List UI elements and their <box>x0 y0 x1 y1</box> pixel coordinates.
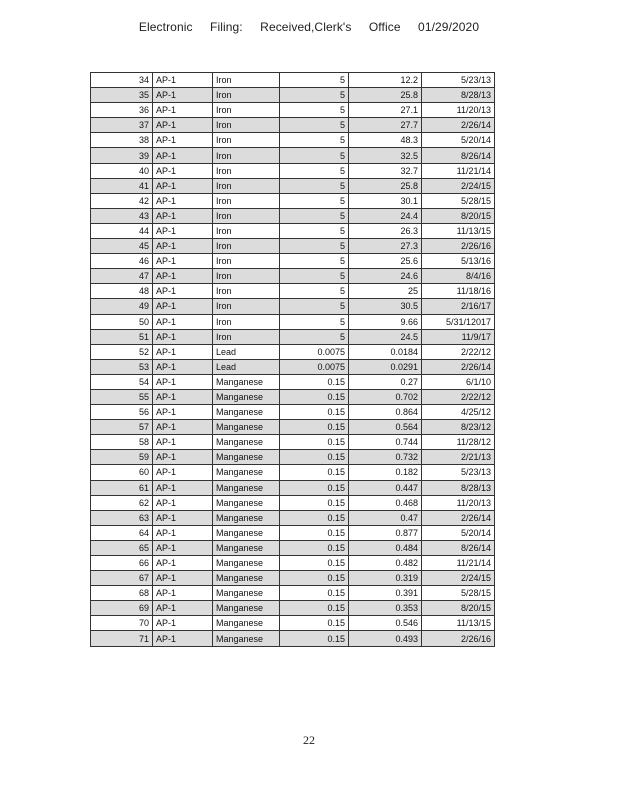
date-cell: 11/13/15 <box>422 616 495 631</box>
date-cell: 5/28/15 <box>422 193 495 208</box>
result-cell: 0.391 <box>349 586 422 601</box>
parameter-cell: Iron <box>213 269 280 284</box>
parameter-cell: Iron <box>213 239 280 254</box>
well-id-cell: AP-1 <box>153 223 213 238</box>
standard-cell: 0.15 <box>280 571 349 586</box>
header-word-electronic: Electronic <box>138 20 193 34</box>
well-id-cell: AP-1 <box>153 586 213 601</box>
well-id-cell: AP-1 <box>153 299 213 314</box>
standard-cell: 0.15 <box>280 631 349 646</box>
date-cell: 2/26/16 <box>422 239 495 254</box>
well-id-cell: AP-1 <box>153 374 213 389</box>
row-index-cell: 64 <box>91 525 153 540</box>
well-id-cell: AP-1 <box>153 435 213 450</box>
row-index-cell: 62 <box>91 495 153 510</box>
date-cell: 6/1/10 <box>422 374 495 389</box>
row-index-cell: 67 <box>91 571 153 586</box>
result-cell: 0.493 <box>349 631 422 646</box>
standard-cell: 5 <box>280 254 349 269</box>
table-row <box>91 284 495 299</box>
standard-cell: 0.15 <box>280 389 349 404</box>
table-row <box>91 435 495 450</box>
table-row <box>91 601 495 616</box>
standard-cell: 5 <box>280 239 349 254</box>
result-cell: 25.6 <box>349 254 422 269</box>
standard-cell: 0.0075 <box>280 344 349 359</box>
parameter-cell: Manganese <box>213 405 280 420</box>
table-row <box>91 163 495 178</box>
table-row <box>91 420 495 435</box>
result-cell: 30.1 <box>349 193 422 208</box>
well-id-cell: AP-1 <box>153 208 213 223</box>
standard-cell: 0.15 <box>280 465 349 480</box>
table-row <box>91 193 495 208</box>
date-cell: 2/22/12 <box>422 344 495 359</box>
result-cell: 0.47 <box>349 510 422 525</box>
row-index-cell: 48 <box>91 284 153 299</box>
parameter-cell: Manganese <box>213 571 280 586</box>
parameter-cell: Manganese <box>213 631 280 646</box>
parameter-cell: Iron <box>213 178 280 193</box>
parameter-cell: Manganese <box>213 450 280 465</box>
date-cell: 5/20/14 <box>422 133 495 148</box>
row-index-cell: 45 <box>91 239 153 254</box>
table-row <box>91 299 495 314</box>
standard-cell: 0.15 <box>280 480 349 495</box>
result-cell: 0.864 <box>349 405 422 420</box>
row-index-cell: 39 <box>91 148 153 163</box>
result-cell: 48.3 <box>349 133 422 148</box>
date-cell: 5/23/13 <box>422 465 495 480</box>
row-index-cell: 59 <box>91 450 153 465</box>
result-cell: 0.546 <box>349 616 422 631</box>
date-cell: 5/31/12017 <box>422 314 495 329</box>
standard-cell: 0.15 <box>280 450 349 465</box>
standard-cell: 5 <box>280 148 349 163</box>
result-cell: 24.6 <box>349 269 422 284</box>
row-index-cell: 40 <box>91 163 153 178</box>
date-cell: 11/21/14 <box>422 163 495 178</box>
date-cell: 8/20/15 <box>422 601 495 616</box>
parameter-cell: Manganese <box>213 495 280 510</box>
well-id-cell: AP-1 <box>153 148 213 163</box>
table-row <box>91 254 495 269</box>
date-cell: 2/24/15 <box>422 178 495 193</box>
parameter-cell: Manganese <box>213 525 280 540</box>
table-row <box>91 359 495 374</box>
parameter-cell: Manganese <box>213 480 280 495</box>
row-index-cell: 55 <box>91 389 153 404</box>
parameter-cell: Iron <box>213 133 280 148</box>
row-index-cell: 42 <box>91 193 153 208</box>
row-index-cell: 35 <box>91 88 153 103</box>
row-index-cell: 57 <box>91 420 153 435</box>
date-cell: 5/28/15 <box>422 586 495 601</box>
row-index-cell: 51 <box>91 329 153 344</box>
well-id-cell: AP-1 <box>153 420 213 435</box>
table-row <box>91 344 495 359</box>
well-id-cell: AP-1 <box>153 601 213 616</box>
well-id-cell: AP-1 <box>153 314 213 329</box>
result-cell: 0.732 <box>349 450 422 465</box>
parameter-cell: Manganese <box>213 420 280 435</box>
result-cell: 0.744 <box>349 435 422 450</box>
date-cell: 8/28/13 <box>422 88 495 103</box>
result-cell: 32.7 <box>349 163 422 178</box>
standard-cell: 5 <box>280 269 349 284</box>
well-id-cell: AP-1 <box>153 450 213 465</box>
result-cell: 27.1 <box>349 103 422 118</box>
standard-cell: 0.15 <box>280 556 349 571</box>
standard-cell: 0.15 <box>280 510 349 525</box>
well-id-cell: AP-1 <box>153 118 213 133</box>
table-row <box>91 148 495 163</box>
date-cell: 2/16/17 <box>422 299 495 314</box>
standard-cell: 0.15 <box>280 405 349 420</box>
well-id-cell: AP-1 <box>153 405 213 420</box>
table-row <box>91 540 495 555</box>
parameter-cell: Iron <box>213 163 280 178</box>
well-id-cell: AP-1 <box>153 571 213 586</box>
well-id-cell: AP-1 <box>153 178 213 193</box>
well-id-cell: AP-1 <box>153 495 213 510</box>
result-cell: 9.66 <box>349 314 422 329</box>
parameter-cell: Iron <box>213 329 280 344</box>
header-word-received: Received,Clerk's <box>260 20 352 34</box>
row-index-cell: 58 <box>91 435 153 450</box>
date-cell: 11/9/17 <box>422 329 495 344</box>
parameter-cell: Iron <box>213 73 280 88</box>
standard-cell: 5 <box>280 118 349 133</box>
standard-cell: 5 <box>280 223 349 238</box>
parameter-cell: Manganese <box>213 510 280 525</box>
result-cell: 24.4 <box>349 208 422 223</box>
parameter-cell: Iron <box>213 118 280 133</box>
result-cell: 0.482 <box>349 556 422 571</box>
result-cell: 0.484 <box>349 540 422 555</box>
results-table <box>90 72 495 647</box>
table-row <box>91 389 495 404</box>
well-id-cell: AP-1 <box>153 480 213 495</box>
table-row <box>91 525 495 540</box>
well-id-cell: AP-1 <box>153 103 213 118</box>
table-row <box>91 450 495 465</box>
result-cell: 12.2 <box>349 73 422 88</box>
date-cell: 5/23/13 <box>422 73 495 88</box>
well-id-cell: AP-1 <box>153 540 213 555</box>
page-number: 22 <box>303 733 315 747</box>
well-id-cell: AP-1 <box>153 389 213 404</box>
row-index-cell: 47 <box>91 269 153 284</box>
well-id-cell: AP-1 <box>153 616 213 631</box>
parameter-cell: Manganese <box>213 389 280 404</box>
result-cell: 0.0291 <box>349 359 422 374</box>
table-row <box>91 586 495 601</box>
date-cell: 8/26/14 <box>422 540 495 555</box>
row-index-cell: 52 <box>91 344 153 359</box>
table-row <box>91 480 495 495</box>
parameter-cell: Manganese <box>213 374 280 389</box>
parameter-cell: Iron <box>213 88 280 103</box>
standard-cell: 0.15 <box>280 525 349 540</box>
table-row <box>91 314 495 329</box>
parameter-cell: Manganese <box>213 435 280 450</box>
date-cell: 8/23/12 <box>422 420 495 435</box>
date-cell: 11/28/12 <box>422 435 495 450</box>
row-index-cell: 43 <box>91 208 153 223</box>
well-id-cell: AP-1 <box>153 359 213 374</box>
date-cell: 2/26/16 <box>422 631 495 646</box>
result-cell: 27.3 <box>349 239 422 254</box>
standard-cell: 0.15 <box>280 601 349 616</box>
parameter-cell: Iron <box>213 299 280 314</box>
row-index-cell: 37 <box>91 118 153 133</box>
parameter-cell: Manganese <box>213 556 280 571</box>
date-cell: 4/25/12 <box>422 405 495 420</box>
parameter-cell: Iron <box>213 284 280 299</box>
result-cell: 30.5 <box>349 299 422 314</box>
parameter-cell: Iron <box>213 103 280 118</box>
date-cell: 5/20/14 <box>422 525 495 540</box>
table-row <box>91 178 495 193</box>
parameter-cell: Iron <box>213 314 280 329</box>
well-id-cell: AP-1 <box>153 88 213 103</box>
standard-cell: 5 <box>280 133 349 148</box>
result-cell: 0.319 <box>349 571 422 586</box>
table-row <box>91 208 495 223</box>
row-index-cell: 53 <box>91 359 153 374</box>
parameter-cell: Iron <box>213 193 280 208</box>
results-table-container <box>90 72 494 647</box>
date-cell: 2/21/13 <box>422 450 495 465</box>
well-id-cell: AP-1 <box>153 465 213 480</box>
header-word-office: Office <box>368 20 401 34</box>
row-index-cell: 63 <box>91 510 153 525</box>
standard-cell: 0.15 <box>280 495 349 510</box>
result-cell: 0.447 <box>349 480 422 495</box>
date-cell: 2/26/14 <box>422 118 495 133</box>
parameter-cell: Lead <box>213 359 280 374</box>
table-row <box>91 73 495 88</box>
result-cell: 0.0184 <box>349 344 422 359</box>
table-row <box>91 239 495 254</box>
result-cell: 25.8 <box>349 178 422 193</box>
well-id-cell: AP-1 <box>153 510 213 525</box>
date-cell: 8/20/15 <box>422 208 495 223</box>
row-index-cell: 36 <box>91 103 153 118</box>
standard-cell: 5 <box>280 73 349 88</box>
standard-cell: 0.15 <box>280 616 349 631</box>
row-index-cell: 56 <box>91 405 153 420</box>
standard-cell: 5 <box>280 329 349 344</box>
header-word-filing: Filing: <box>210 20 243 34</box>
date-cell: 5/13/16 <box>422 254 495 269</box>
results-table-body <box>91 73 495 647</box>
date-cell: 11/20/13 <box>422 495 495 510</box>
table-row <box>91 223 495 238</box>
table-row <box>91 616 495 631</box>
well-id-cell: AP-1 <box>153 329 213 344</box>
well-id-cell: AP-1 <box>153 631 213 646</box>
row-index-cell: 50 <box>91 314 153 329</box>
result-cell: 0.877 <box>349 525 422 540</box>
standard-cell: 0.15 <box>280 374 349 389</box>
table-row <box>91 118 495 133</box>
parameter-cell: Manganese <box>213 616 280 631</box>
well-id-cell: AP-1 <box>153 133 213 148</box>
parameter-cell: Manganese <box>213 540 280 555</box>
date-cell: 11/21/14 <box>422 556 495 571</box>
result-cell: 32.5 <box>349 148 422 163</box>
result-cell: 24.5 <box>349 329 422 344</box>
result-cell: 0.182 <box>349 465 422 480</box>
parameter-cell: Iron <box>213 148 280 163</box>
standard-cell: 0.0075 <box>280 359 349 374</box>
date-cell: 2/26/14 <box>422 510 495 525</box>
standard-cell: 5 <box>280 178 349 193</box>
well-id-cell: AP-1 <box>153 193 213 208</box>
table-row <box>91 556 495 571</box>
row-index-cell: 44 <box>91 223 153 238</box>
standard-cell: 5 <box>280 88 349 103</box>
table-row <box>91 374 495 389</box>
table-row <box>91 631 495 646</box>
standard-cell: 0.15 <box>280 586 349 601</box>
date-cell: 8/4/16 <box>422 269 495 284</box>
row-index-cell: 46 <box>91 254 153 269</box>
standard-cell: 0.15 <box>280 435 349 450</box>
result-cell: 25.8 <box>349 88 422 103</box>
date-cell: 11/18/16 <box>422 284 495 299</box>
table-row <box>91 510 495 525</box>
date-cell: 2/26/14 <box>422 359 495 374</box>
standard-cell: 5 <box>280 314 349 329</box>
well-id-cell: AP-1 <box>153 344 213 359</box>
standard-cell: 5 <box>280 193 349 208</box>
well-id-cell: AP-1 <box>153 73 213 88</box>
parameter-cell: Iron <box>213 254 280 269</box>
row-index-cell: 65 <box>91 540 153 555</box>
well-id-cell: AP-1 <box>153 525 213 540</box>
row-index-cell: 70 <box>91 616 153 631</box>
table-row <box>91 495 495 510</box>
result-cell: 26.3 <box>349 223 422 238</box>
table-row <box>91 103 495 118</box>
row-index-cell: 71 <box>91 631 153 646</box>
standard-cell: 5 <box>280 208 349 223</box>
well-id-cell: AP-1 <box>153 284 213 299</box>
filing-header <box>0 20 618 34</box>
standard-cell: 5 <box>280 299 349 314</box>
table-row <box>91 329 495 344</box>
result-cell: 0.27 <box>349 374 422 389</box>
parameter-cell: Iron <box>213 208 280 223</box>
table-row <box>91 133 495 148</box>
date-cell: 11/13/15 <box>422 223 495 238</box>
date-cell: 8/26/14 <box>422 148 495 163</box>
well-id-cell: AP-1 <box>153 269 213 284</box>
well-id-cell: AP-1 <box>153 556 213 571</box>
table-row <box>91 88 495 103</box>
row-index-cell: 69 <box>91 601 153 616</box>
result-cell: 27.7 <box>349 118 422 133</box>
standard-cell: 0.15 <box>280 540 349 555</box>
header-date: 01/29/2020 <box>418 20 480 34</box>
well-id-cell: AP-1 <box>153 254 213 269</box>
row-index-cell: 66 <box>91 556 153 571</box>
result-cell: 0.564 <box>349 420 422 435</box>
well-id-cell: AP-1 <box>153 163 213 178</box>
date-cell: 8/28/13 <box>422 480 495 495</box>
parameter-cell: Manganese <box>213 586 280 601</box>
table-row <box>91 269 495 284</box>
standard-cell: 5 <box>280 163 349 178</box>
standard-cell: 0.15 <box>280 420 349 435</box>
result-cell: 0.702 <box>349 389 422 404</box>
row-index-cell: 41 <box>91 178 153 193</box>
table-row <box>91 465 495 480</box>
row-index-cell: 68 <box>91 586 153 601</box>
result-cell: 0.353 <box>349 601 422 616</box>
table-row <box>91 405 495 420</box>
row-index-cell: 60 <box>91 465 153 480</box>
row-index-cell: 38 <box>91 133 153 148</box>
well-id-cell: AP-1 <box>153 239 213 254</box>
parameter-cell: Manganese <box>213 601 280 616</box>
standard-cell: 5 <box>280 284 349 299</box>
row-index-cell: 54 <box>91 374 153 389</box>
parameter-cell: Iron <box>213 223 280 238</box>
row-index-cell: 34 <box>91 73 153 88</box>
result-cell: 25 <box>349 284 422 299</box>
row-index-cell: 61 <box>91 480 153 495</box>
row-index-cell: 49 <box>91 299 153 314</box>
result-cell: 0.468 <box>349 495 422 510</box>
parameter-cell: Manganese <box>213 465 280 480</box>
date-cell: 11/20/13 <box>422 103 495 118</box>
parameter-cell: Lead <box>213 344 280 359</box>
date-cell: 2/24/15 <box>422 571 495 586</box>
table-row <box>91 571 495 586</box>
standard-cell: 5 <box>280 103 349 118</box>
date-cell: 2/22/12 <box>422 389 495 404</box>
